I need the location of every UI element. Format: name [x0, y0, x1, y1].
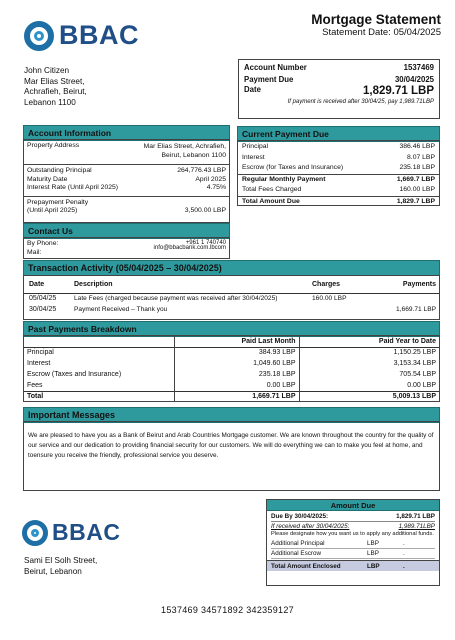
property-line2: Beirut, Lebanon 1100 — [161, 152, 226, 159]
current-payment-label: Regular Monthly Payment — [242, 175, 326, 183]
current-payment-value: 8.07 LBP — [407, 153, 435, 161]
additional-principal-currency: LBP — [367, 539, 379, 547]
late-amount: 1,989.71LBP — [398, 523, 435, 530]
transaction-payments — [369, 293, 439, 304]
customer-name: John Citizen — [24, 66, 70, 75]
outstanding-principal: 264,776.43 LBP — [177, 167, 226, 174]
transaction-charges — [309, 304, 369, 315]
account-number: 1537469 — [403, 63, 434, 72]
past-payments-box — [23, 335, 440, 402]
bank-address-line2: Beirut, Lebanon — [24, 566, 82, 576]
transaction-row — [24, 293, 439, 304]
paid-year-to-date: 0.00 LBP — [407, 381, 436, 389]
current-payment-header: Current Payment Due — [237, 126, 440, 142]
past-payments-header: Past Payments Breakdown — [23, 321, 440, 337]
col-payments: Payments — [402, 280, 436, 288]
col-paid-last-month: Paid Last Month — [174, 336, 299, 347]
transaction-date: 30/04/25 — [29, 306, 57, 313]
past-payment-label: Fees — [24, 380, 174, 391]
penalty-until: (Until April 2025) — [27, 207, 78, 214]
current-payment-label: Total Amount Due — [242, 197, 300, 205]
apply-instruction: Please designate how you want us to apply any additional funds. — [271, 531, 434, 537]
current-payment-row — [242, 163, 435, 174]
transaction-date: 05/04/25 — [29, 295, 57, 303]
transaction-payments: 1,669.71 LBP — [396, 306, 436, 313]
past-payment-label: Escrow (Taxes and Insurance) — [24, 369, 174, 380]
messages-body: We are pleased to have you as a Bank of Beirut and Arab Countries Mortgage customer. We are known throughout the country for the quality of our service and our dedication to providing financial security for our customers. We will do everything we can to make you feel at home, and toensure you receive the friendly, professional service you deserve. — [28, 432, 434, 459]
transactions-header: Transaction Activity (05/04/2025 – 30/04/2025) — [23, 260, 440, 276]
bbac-logo — [24, 20, 139, 51]
messages-box — [23, 421, 440, 491]
past-payment-row — [24, 347, 439, 358]
past-payment-row — [24, 369, 439, 380]
col-paid-ytd: Paid Year to Date — [378, 337, 436, 345]
amount-due-header: Amount Due — [267, 500, 439, 511]
customer-street: Mar Elias Street, — [24, 76, 85, 86]
bbac-logo-footer — [22, 519, 120, 546]
past-payment-row — [24, 380, 439, 391]
payment-due-label: Payment Due — [244, 75, 294, 84]
property-line1: Mar Elias Street, Achrafieh, — [143, 143, 226, 150]
account-info-box — [23, 139, 230, 223]
current-payment-value: 160.00 LBP — [399, 186, 435, 193]
additional-principal-input[interactable]: . — [403, 539, 405, 547]
paid-last-month: 1,669.71 LBP — [174, 391, 299, 402]
current-payment-value: 1,669.7 LBP — [396, 175, 435, 183]
bbac-ring-icon — [24, 21, 54, 51]
transaction-description: Payment Received – Thank you — [74, 306, 168, 313]
paid-year-to-date: 705.54 LBP — [399, 371, 436, 378]
current-payment-label: Total Fees Charged — [242, 186, 302, 193]
payment-due: 30/04/2025 — [394, 75, 434, 84]
current-payment-row — [242, 153, 435, 164]
phone-label: By Phone: — [27, 240, 59, 247]
principal-label: Outstanding Principal — [27, 167, 92, 174]
transactions-box — [23, 275, 440, 320]
customer-area: Achrafieh, Beirut, — [24, 87, 87, 96]
interest-rate: 4.75% — [206, 184, 226, 191]
paid-year-to-date: 5,009.13 LBP — [392, 393, 436, 401]
col-date: Date — [29, 280, 45, 288]
maturity-label: Maturity Date — [27, 175, 68, 183]
current-payment-row — [242, 142, 435, 153]
transaction-description: Late Fees (charged because payment was received after 30/04/2025) — [74, 295, 278, 303]
date-label: Date — [244, 85, 261, 94]
additional-escrow-input[interactable]: . — [403, 549, 405, 557]
current-payment-label: Principal — [242, 143, 269, 150]
late-payment-note: If payment is received after 30/04/25, pay 1,989.71LBP — [287, 99, 434, 105]
additional-escrow-label: Additional Escrow — [271, 549, 322, 557]
late-label: If received after 30/04/2025: — [271, 523, 350, 530]
mail-address[interactable]: info@bbacbank.com.lbcom — [153, 245, 226, 251]
mail-label: Mail: — [27, 249, 42, 256]
past-payment-label: Total — [24, 391, 174, 402]
past-payment-label: Interest — [24, 358, 174, 369]
contact-box — [23, 237, 230, 259]
brand-name: BBAC — [59, 20, 139, 50]
customer-city: Lebanon 1100 — [24, 97, 76, 107]
transaction-row — [24, 304, 439, 315]
col-description: Description — [74, 280, 113, 288]
account-info-header: Account Information — [23, 125, 230, 141]
past-payment-row — [24, 391, 439, 402]
brand-name-footer: BBAC — [52, 519, 121, 545]
total-enclosed-label: Total Amount Enclosed — [271, 562, 341, 570]
total-enclosed-input[interactable]: . — [403, 562, 405, 570]
bbac-ring-icon-footer — [22, 520, 48, 546]
paid-last-month: 0.00 LBP — [174, 380, 299, 391]
contact-header: Contact Us — [23, 223, 230, 239]
current-payment-label: Interest — [242, 153, 265, 161]
due-by-amount: 1,829.71 LBP — [396, 513, 435, 520]
paid-year-to-date: 3,153.34 LBP — [393, 360, 436, 367]
rate-label: Interest Rate (Until April 2025) — [27, 184, 119, 191]
customer-address — [24, 66, 87, 108]
current-payment-row — [238, 174, 439, 186]
messages-header: Important Messages — [23, 407, 440, 423]
additional-principal-label: Additional Principal — [271, 539, 325, 547]
paid-last-month: 235.18 LBP — [174, 369, 299, 380]
current-payment-row — [238, 196, 439, 208]
account-number-label: Account Number — [244, 63, 307, 72]
paid-last-month: 1,049.60 LBP — [174, 358, 299, 369]
current-payment-box — [237, 140, 440, 206]
current-payment-label: Escrow (for Taxes and Insurance) — [242, 164, 344, 171]
account-summary-box — [238, 59, 440, 119]
past-payment-row — [24, 358, 439, 369]
col-charges: Charges — [312, 280, 341, 288]
due-by-label: Due By 30/04/2025: — [271, 513, 329, 520]
statement-date: Statement Date: 05/04/2025 — [322, 27, 441, 38]
current-payment-value: 386.46 LBP — [399, 143, 435, 150]
paid-year-to-date: 1,150.25 LBP — [393, 349, 436, 357]
maturity-date: April 2025 — [195, 175, 226, 183]
total-enclosed-currency: LBP — [367, 562, 380, 570]
current-payment-value: 235.18 LBP — [399, 164, 435, 171]
bank-address-line1: Sami El Solh Street, — [24, 556, 98, 565]
page-title: Mortgage Statement — [311, 12, 441, 27]
prepayment-penalty: 3,500.00 LBP — [184, 207, 226, 214]
penalty-label: Prepayment Penalty — [27, 198, 89, 206]
amount-due-big: 1,829.71 LBP — [363, 85, 434, 97]
additional-escrow-currency: LBP — [367, 549, 379, 557]
transaction-charges: 160.00 LBP — [312, 295, 347, 303]
bank-address — [24, 556, 97, 577]
paid-last-month: 384.93 LBP — [174, 347, 299, 358]
current-payment-value: 1,829.7 LBP — [396, 197, 435, 205]
past-payment-label: Principal — [24, 347, 174, 358]
amount-due-coupon — [266, 499, 440, 586]
account-line: 1537469 34571892 342359127 — [161, 605, 294, 615]
phone-number[interactable]: +961 1 740740 — [185, 240, 226, 246]
current-payment-row — [242, 185, 435, 196]
property-label: Property Address — [27, 142, 80, 149]
